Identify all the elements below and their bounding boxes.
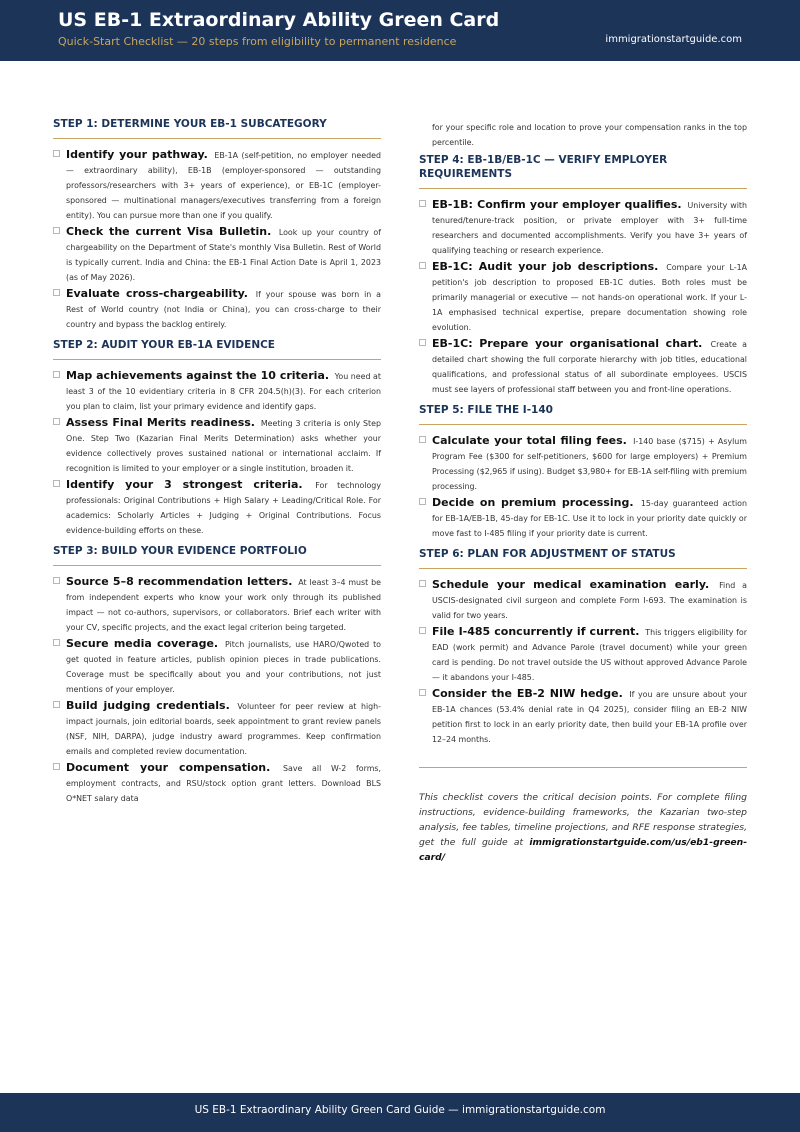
checkbox[interactable]: [53, 289, 60, 296]
checkbox[interactable]: [53, 150, 60, 157]
checklist-item: [419, 624, 747, 685]
item-lead: Check the current Visa Bulletin.: [66, 225, 272, 238]
checkbox[interactable]: [53, 418, 60, 425]
item-lead: Source 5–8 recommendation letters.: [66, 575, 293, 588]
item-text: Create a detailed chart showing the full corporate hierarchy with job titles, educational qualifications, and professional status of all subordinate employees. USCIS must see layers of professional staff between you and front-line operations.: [432, 340, 748, 394]
item-lead: EB-1B: Confirm your employer qualifies.: [432, 198, 682, 211]
checklist-item: [419, 686, 747, 747]
step-heading: STEP 1: DETERMINE YOUR EB-1 SUBCATEGORY: [53, 117, 381, 139]
checklist-item: [53, 574, 381, 635]
item-text: At least 3–4 must be from independent experts who know your work only through its published impact — not co-authors, supervisors, or collaborators. Brief each writer with your CV, specific projects, and the exact legal criterion being targeted.: [66, 578, 381, 632]
step-3-section: [53, 544, 381, 806]
step-2-section: [53, 338, 381, 538]
closing-text: This checklist covers the critical decision points. For complete filing instructions, evidence-building frameworks, the Kazarian two-step analysis, fee tables, timeline projections, and RFE response strategies, get the full guide at: [419, 792, 747, 848]
checkbox[interactable]: [419, 689, 426, 696]
checklist-item: [53, 636, 381, 697]
step-heading: STEP 6: PLAN FOR ADJUSTMENT OF STATUS: [419, 547, 747, 569]
item-lead: Decide on premium processing.: [432, 496, 634, 509]
checkbox[interactable]: [53, 227, 60, 234]
step-heading: STEP 3: BUILD YOUR EVIDENCE PORTFOLIO: [53, 544, 381, 566]
page-header: [0, 0, 800, 61]
item-lead: Map achievements against the 10 criteria.: [66, 369, 330, 382]
checkbox[interactable]: [419, 436, 426, 443]
checkbox[interactable]: [419, 498, 426, 505]
item-lead: Identify your 3 strongest criteria.: [66, 478, 303, 491]
item-text: You need at least 3 of the 10 evidentiary criteria in 8 CFR 204.5(h)(3). For each criterion you plan to claim, list your primary evidence and identify gaps.: [66, 372, 381, 411]
item-continuation: for your specific role and location to prove your compensation ranks in the top percentile.: [432, 123, 747, 147]
checklist-item: [419, 259, 747, 335]
checkbox[interactable]: [419, 200, 426, 207]
checklist-item: [419, 197, 747, 258]
item-lead: File I-485 concurrently if current.: [432, 625, 640, 638]
item-lead: EB-1C: Prepare your organisational chart.: [432, 337, 703, 350]
checklist-item: [419, 433, 747, 494]
header-site-link[interactable]: immigrationstartguide.com: [605, 34, 742, 45]
step-1-section: [53, 117, 381, 332]
item-lead: Schedule your medical examination early.: [432, 578, 710, 591]
item-text: EB-1A (self-petition, no employer needed — extraordinary ability), EB-1B (employer-sponsored — outstanding professors/researchers with 3+ years of experience), or EB-1C (employer-sponsored — multinational managers/executives transferring from a foreign entity). You can pursue more than one if you qualify.: [66, 151, 382, 220]
item-text: If you are unsure about your EB-1A chances (53.4% denial rate in Q4 2025), consider filing an EB-2 NIW petition first to lock in an early priority date, then build your EB-1A profile over 12–24 months.: [432, 690, 748, 744]
item-text: This triggers eligibility for EAD (work permit) and Advance Parole (travel document) while your green card is pending. Do not travel outside the US without approved Advance Parole — it abandons your I-485.: [432, 628, 748, 682]
item-text: Look up your country of chargeability on the Department of State's monthly Visa Bulletin. Rest of World is typically current. India and China: the EB-1 Final Action Date is April 1, 2023 (as of May 2026).: [66, 228, 381, 282]
checklist-item: [53, 698, 381, 759]
checklist-item: [419, 495, 747, 541]
item-lead: Document your compensation.: [66, 761, 271, 774]
item-lead: Assess Final Merits readiness.: [66, 416, 255, 429]
item-text: 15-day guaranteed action for EB-1A/EB-1B, 45-day for EB-1C. Use it to lock in your priority date quickly or move fast to I-485 filing if your priority date is current.: [432, 499, 747, 538]
item-lead: Build judging credentials.: [66, 699, 230, 712]
item-text: Volunteer for peer review at high-impact journals, join editorial boards, seek appointment to grant review panels (NSF, NIH, DARPA), judge industry award programmes. Keep confirmation emails and completed review documentation.: [66, 702, 382, 756]
item-text: University with tenured/tenure-track position, or private employer with 3+ full-time researchers and documented accomplishments. Verify you have 3+ years of qualifying teaching or research experience.: [432, 201, 747, 255]
checklist-item: [419, 336, 747, 397]
checkbox[interactable]: [53, 577, 60, 584]
step-heading: STEP 2: AUDIT YOUR EB-1A EVIDENCE: [53, 338, 381, 360]
checkbox[interactable]: [419, 580, 426, 587]
checkbox[interactable]: [53, 480, 60, 487]
checkbox[interactable]: [419, 627, 426, 634]
item-lead: Secure media coverage.: [66, 637, 219, 650]
checkbox[interactable]: [53, 639, 60, 646]
checklist-item: [53, 760, 381, 806]
checklist-item: [53, 477, 381, 538]
step-5-section: [419, 403, 747, 541]
step-heading: STEP 5: FILE THE I-140: [419, 403, 747, 425]
item-text: If your spouse was born in a Rest of World country (not India or China), you can cross-charge to their country and bypass the backlog entirely.: [66, 290, 381, 329]
page-subtitle: Quick-Start Checklist — 20 steps from eligibility to permanent residence: [58, 35, 457, 48]
checkbox[interactable]: [53, 701, 60, 708]
item-text: Find a USCIS-designated civil surgeon and complete Form I-693. The examination is valid for two years.: [432, 581, 748, 620]
checklist-item: [53, 286, 381, 332]
step-6-section: [419, 547, 747, 747]
closing-note: [419, 790, 747, 865]
item-text: Compare your L-1A petition's job description to proposed EB-1C duties. Both roles must be primarily managerial or executive — not hands-on operational work. If your L-1A emphasised technical expertise, prepare documentation showing role evolution.: [432, 263, 747, 332]
item-lead: Evaluate cross-chargeability.: [66, 287, 248, 300]
checklist-item: [419, 577, 747, 623]
item-text: I-140 base ($715) + Asylum Program Fee ($300 for self-petitioners, $600 for large employers) + Premium Processing ($2,965 if using). Budget $3,980+ for EB-1A self-filing with premium processing.: [432, 437, 747, 491]
checkbox[interactable]: [419, 339, 426, 346]
step-4-section: [419, 153, 747, 397]
item-lead: EB-1C: Audit your job descriptions.: [432, 260, 659, 273]
closing-divider: [419, 767, 747, 768]
item-text: For technology professionals: Original Contributions + High Salary + Leading/Critical Role. For academics: Scholarly Articles + Judging + Original Contributions. Focus evidence-building efforts on these.: [66, 481, 381, 535]
right-column: [419, 120, 747, 865]
page-title: US EB-1 Extraordinary Ability Green Card: [58, 9, 500, 31]
item-lead: Consider the EB-2 NIW hedge.: [432, 687, 623, 700]
checkbox[interactable]: [419, 262, 426, 269]
item-lead: Calculate your total filing fees.: [432, 434, 627, 447]
checkbox[interactable]: [53, 763, 60, 770]
item-text: Meeting 3 criteria is only Step One. Step Two (Kazarian Final Merits Determination) asks whether your evidence collectively proves sustained national or international acclaim. If recognition is limited to your employer or a single institution, broaden it.: [66, 419, 381, 473]
left-column: [53, 117, 381, 812]
checklist-item: [53, 415, 381, 476]
item-lead: Identify your pathway.: [66, 148, 208, 161]
guide-link[interactable]: immigrationstartguide.com/us/eb1-green-card/: [419, 837, 748, 863]
page-footer: US EB-1 Extraordinary Ability Green Card Guide — immigrationstartguide.com: [0, 1093, 800, 1132]
checklist-item: [53, 224, 381, 285]
checkbox[interactable]: [53, 371, 60, 378]
step-heading: STEP 4: EB-1B/EB-1C — VERIFY EMPLOYER REQUIREMENTS: [419, 153, 747, 189]
checklist-item: [53, 147, 381, 223]
item-text: Pitch journalists, use HARO/Qwoted to get quoted in feature articles, publish opinion pieces in trade publications. Coverage must be specifically about you and your contributions, not just mentions of your employer.: [66, 640, 382, 694]
item-text: Save all W-2 forms, employment contracts, and RSU/stock option grant letters. Download BLS O*NET salary data: [66, 764, 381, 803]
checklist-item: [53, 368, 381, 414]
